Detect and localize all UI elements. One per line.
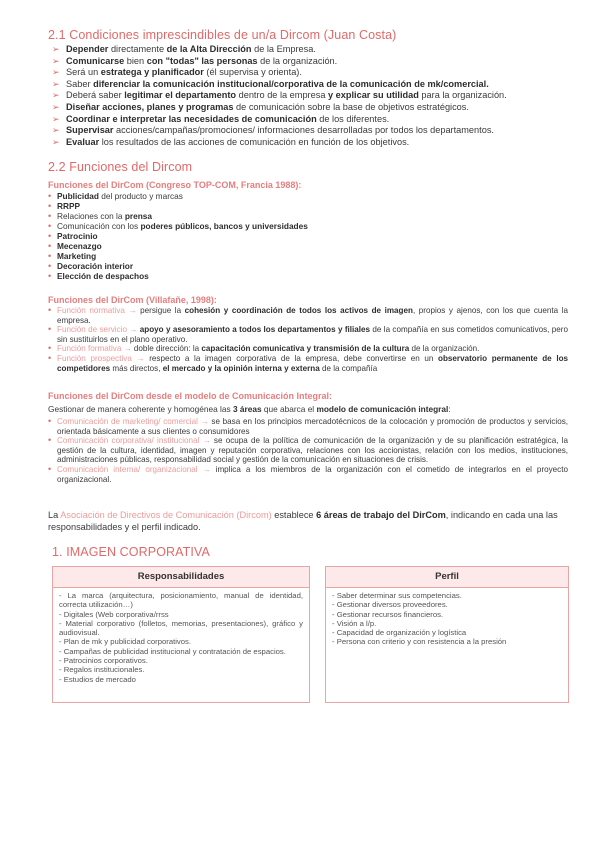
responsabilidad-item: - Plan de mk y publicidad corporativos. — [59, 637, 192, 647]
perfil-item: - Gestionar diversos proveedores. — [332, 600, 448, 610]
responsabilidad-item: - Material corporativo (folletos, memorias, presentaciones), gráfico y audiovisual. — [59, 618, 303, 638]
dot-bullet-icon: • — [48, 191, 52, 201]
topcom-item: • Elección de despachos — [48, 271, 149, 281]
dot-bullet-icon: • — [48, 241, 52, 251]
perfil-list — [332, 591, 562, 647]
condition-item: ➢ Depender directamente de la Alta Dirección de la Empresa. — [52, 44, 316, 54]
villafane-item: • Función de servicio → apoyo y asesoramiento a todos los departamentos y filiales de la compañía en sus cometidos comunicativos, pero sin sustituirlos en el plano operativo. — [48, 324, 568, 344]
modelo-item: • Comunicación interna/ organizacional → implica a los miembros de la organización con el cometido de integrarlos en el proyecto organizacional. — [48, 463, 568, 484]
responsabilidad-item: - Campañas de publicidad institucional y contratación de espacios. — [59, 646, 286, 656]
dot-bullet-icon: • — [48, 251, 52, 261]
dot-bullet-icon: • — [48, 305, 52, 315]
dot-bullet-icon: • — [48, 261, 52, 271]
topcom-item: • Publicidad del producto y marcas — [48, 191, 183, 201]
dot-bullet-icon: • — [48, 231, 52, 241]
dot-bullet-icon: • — [48, 211, 52, 221]
villafane-item: • Función prospectiva → respecto a la imagen corporativa de la empresa, debe convertirse en un observatorio permanente de los competidores más directos, el mercado y la opinión interna y externa de la compañía — [48, 352, 569, 373]
responsabilidad-item: - Patrocinios corporativos. — [59, 656, 148, 666]
arrow-bullet-icon: ➢ — [52, 44, 60, 54]
section-2-1-title: 2.1 Condiciones imprescindibles de un/a Dircom (Juan Costa) — [48, 28, 397, 42]
villafane-heading: Funciones del DirCom (Villafañe, 1998): — [48, 295, 217, 305]
condition-item: ➢ Evaluar los resultados de las acciones de comunicación en función de los objetivos. — [52, 136, 410, 147]
responsabilidad-item: - Regalos institucionales. — [59, 665, 145, 675]
dot-bullet-icon: • — [48, 201, 52, 211]
dot-bullet-icon: • — [48, 271, 52, 281]
dot-bullet-icon: • — [48, 343, 52, 354]
perfil-header: Perfil — [325, 566, 569, 588]
topcom-item: • Relaciones con la prensa — [48, 211, 153, 221]
topcom-item: • Comunicación con los poderes públicos, bancos y universidades — [48, 221, 308, 231]
arrow-bullet-icon: ➢ — [52, 101, 60, 112]
condition-item: ➢ Deberá saber legitimar el departamento dentro de la empresa y explicar su utilidad para la organización. — [52, 90, 507, 101]
dot-bullet-icon: • — [48, 435, 52, 446]
perfil-item: - Persona con criterio y con resistencia a la presión — [332, 637, 507, 647]
arrow-bullet-icon: ➢ — [52, 90, 60, 101]
condition-item: ➢ Comunicarse bien con "todas" las personas de la organización. — [52, 55, 338, 66]
perfil-item: - Gestionar recursos financieros. — [332, 609, 444, 619]
arrow-bullet-icon: ➢ — [52, 113, 60, 124]
condition-item: ➢ Coordinar e interpretar las necesidades de comunicación de los diferentes. — [52, 113, 390, 124]
villafane-item: • Función formativa → doble dirección: la capacitación comunicativa y transmisión de la cultura de la organización. — [48, 343, 480, 354]
condition-item: ➢ Diseñar acciones, planes y programas de comunicación sobre la base de objetivos estratégicos. — [52, 101, 469, 112]
modelo-intro: Gestionar de manera coherente y homogénea las 3 áreas que abarca el modelo de comunicación integral: — [48, 404, 451, 414]
perfil-item: - Capacidad de organización y logística — [332, 628, 467, 638]
responsabilidades-box — [52, 588, 310, 703]
modelo-item: • Comunicación de marketing/ comercial → se basa en los principios mercadotécnicos de la colocación y promoción de productos y servicios, orientada básicamente a sus clientes o consumidores — [48, 416, 568, 436]
responsabilidad-item: - Estudios de mercado — [59, 674, 136, 684]
conditions-list — [52, 44, 597, 148]
dot-bullet-icon: • — [48, 221, 52, 231]
responsabilidad-item: - Digitales (Web corporativa/rrss — [59, 609, 169, 619]
topcom-item: • Mecenazgo — [48, 241, 102, 251]
section-2-2-title: 2.2 Funciones del Dircom — [48, 160, 193, 174]
responsabilidad-item: - La marca (arquitectura, posicionamiento, manual de identidad, correcta utilización…) — [59, 591, 303, 610]
dot-bullet-icon: • — [48, 352, 52, 363]
dot-bullet-icon: • — [48, 463, 52, 474]
perfil-item: - Visión a l/p. — [332, 618, 377, 628]
asociacion-paragraph: La Asociación de Directivos de Comunicación (Dircom) establece 6 áreas de trabajo del DirCom, indicando en cada una las responsabilidades y el perfil indicado. — [48, 510, 558, 532]
condition-item: ➢ Supervisar acciones/campañas/promociones/ informaciones desarrolladas por todos los departamentos. — [52, 125, 494, 136]
topcom-item: • Decoración interior — [48, 261, 134, 271]
perfil-box — [325, 588, 569, 703]
villafane-item: • Función normativa → persigue la cohesión y coordinación de todos los activos de imagen, propios y ajenos, con los que cuenta la empresa. — [48, 305, 568, 325]
arrow-bullet-icon: ➢ — [52, 67, 60, 78]
modelo-heading: Funciones del DirCom desde el modelo de Comunicación Integral: — [48, 391, 333, 401]
dot-bullet-icon: • — [48, 324, 52, 335]
dot-bullet-icon: • — [48, 416, 52, 426]
arrow-bullet-icon: ➢ — [52, 136, 60, 147]
imagen-corporativa-title: 1. IMAGEN CORPORATIVA — [52, 545, 210, 559]
arrow-bullet-icon: ➢ — [52, 55, 60, 66]
modelo-list — [48, 417, 568, 484]
responsabilidades-list — [59, 591, 303, 684]
arrow-bullet-icon: ➢ — [52, 78, 60, 89]
condition-item: ➢ Saber diferenciar la comunicación institucional/corporativa de la comunicación de mk/comercial. — [52, 78, 489, 89]
topcom-list — [48, 191, 568, 281]
arrow-bullet-icon: ➢ — [52, 125, 60, 136]
topcom-item: • RRPP — [48, 201, 81, 211]
condition-item: ➢ Será un estratega y planificador (él supervisa y orienta). — [52, 67, 302, 78]
topcom-item: • Patrocinio — [48, 231, 98, 241]
perfil-item: - Saber determinar sus competencias. — [332, 591, 462, 600]
modelo-item: • Comunicación corporativa/ institucional → se ocupa de la política de comunicación de la organización y de su planificación estratégica, la gestión de la cultura, identidad, imagen y reputación corporativa, relaciones con los accionistas, relación con los medios, instituciones, administraciones públicas, responsabilidad social y gestión de la comunicación en situaciones de crisis. — [48, 435, 568, 465]
responsabilidades-header: Responsabilidades — [52, 566, 310, 588]
topcom-item: • Marketing — [48, 251, 97, 261]
topcom-heading: Funciones del DirCom (Congreso TOP-COM, Francia 1988): — [48, 180, 302, 190]
villafane-list — [48, 306, 568, 373]
